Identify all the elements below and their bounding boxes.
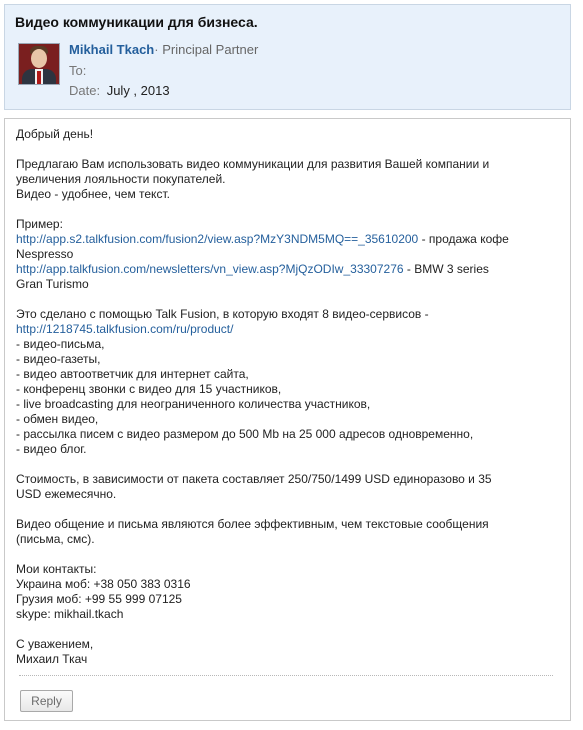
pricing-line: Стоимость, в зависимости от пакета составляет 250/750/1499 USD единоразово и 35 — [16, 472, 492, 486]
efficiency-paragraph — [16, 517, 561, 547]
service-list-item: - live broadcasting для неограниченного количества участников, — [16, 397, 371, 411]
service-list-item: - обмен видео, — [16, 412, 99, 426]
from-line — [69, 42, 258, 57]
sender-avatar[interactable] — [18, 43, 60, 85]
intro-line: увеличения лояльности покупателей. — [16, 172, 226, 186]
examples-paragraph — [16, 217, 561, 292]
signature-paragraph — [16, 637, 561, 667]
reply-button[interactable]: Reply — [20, 690, 73, 712]
signature-name: Михаил Ткач — [16, 652, 88, 666]
intro-line: Предлагаю Вам использовать видео коммуникации для развития Вашей компании и — [16, 157, 490, 171]
services-intro: Это сделано с помощью Talk Fusion, в которую входят 8 видео-сервисов - — [16, 307, 429, 321]
contacts-title: Мои контакты: — [16, 562, 97, 576]
intro-paragraph — [16, 157, 561, 202]
avatar-tie-shape — [37, 71, 41, 85]
message-header — [4, 4, 571, 110]
contact-line: Грузия моб: +99 55 999 07125 — [16, 592, 182, 606]
example-2-description-continued: Gran Turismo — [16, 277, 89, 291]
date-line — [69, 83, 170, 98]
contact-line: skype: mikhail.tkach — [16, 607, 124, 621]
service-list-item: - видео-письма, — [16, 337, 105, 351]
service-list-item: - видео блог. — [16, 442, 87, 456]
sender-role: Principal Partner — [162, 42, 259, 57]
services-paragraph — [16, 307, 561, 457]
service-list-item: - видео-газеты, — [16, 352, 101, 366]
pricing-line: USD ежемесячно. — [16, 487, 117, 501]
contacts-paragraph — [16, 562, 561, 622]
example-1-description: - продажа кофе — [418, 232, 509, 246]
example-2-description: - BMW 3 series — [403, 262, 489, 276]
example-1-link[interactable]: http://app.s2.talkfusion.com/fusion2/view.asp?MzY3NDM5MQ==_35610200 — [16, 232, 419, 246]
contact-line: Украина моб: +38 050 383 0316 — [16, 577, 191, 591]
example-2-link[interactable]: http://app.talkfusion.com/newsletters/vn_view.asp?MjQzODIw_33307276 — [16, 262, 404, 276]
example-2-line — [16, 262, 561, 277]
example-1-description-continued: Nespresso — [16, 247, 74, 261]
service-list-item: - рассылка писем с видео размером до 500 Mb на 25 000 адресов одновременно, — [16, 427, 474, 441]
intro-line: Видео - удобнее, чем текст. — [16, 187, 170, 201]
to-line: To: — [69, 63, 87, 78]
service-list-item: - конференц звонки с видео для 15 участников, — [16, 382, 282, 396]
message-body-container — [4, 118, 571, 721]
message-body — [16, 127, 561, 682]
greeting-paragraph — [16, 127, 561, 142]
email-subject: Видео коммуникации для бизнеса. — [15, 14, 258, 30]
sender-separator: · — [154, 42, 159, 57]
avatar-face-shape — [31, 49, 47, 68]
sender-name-link[interactable]: Mikhail Tkach — [69, 42, 155, 57]
example-label: Пример: — [16, 217, 63, 231]
service-list-item: - видео автоответчик для интернет сайта, — [16, 367, 249, 381]
message-divider — [19, 675, 553, 676]
pricing-paragraph — [16, 472, 561, 502]
date-value: July , 2013 — [106, 83, 170, 98]
closing-text: С уважением, — [16, 637, 94, 651]
example-1-line — [16, 232, 561, 247]
efficiency-line: Видео общение и письма являются более эффективным, чем текстовые сообщения — [16, 517, 489, 531]
greeting-text: Добрый день! — [16, 127, 94, 141]
services-link[interactable]: http://1218745.talkfusion.com/ru/product/ — [16, 322, 234, 336]
date-label: Date: — [69, 83, 101, 98]
efficiency-line: (письма, смс). — [16, 532, 95, 546]
